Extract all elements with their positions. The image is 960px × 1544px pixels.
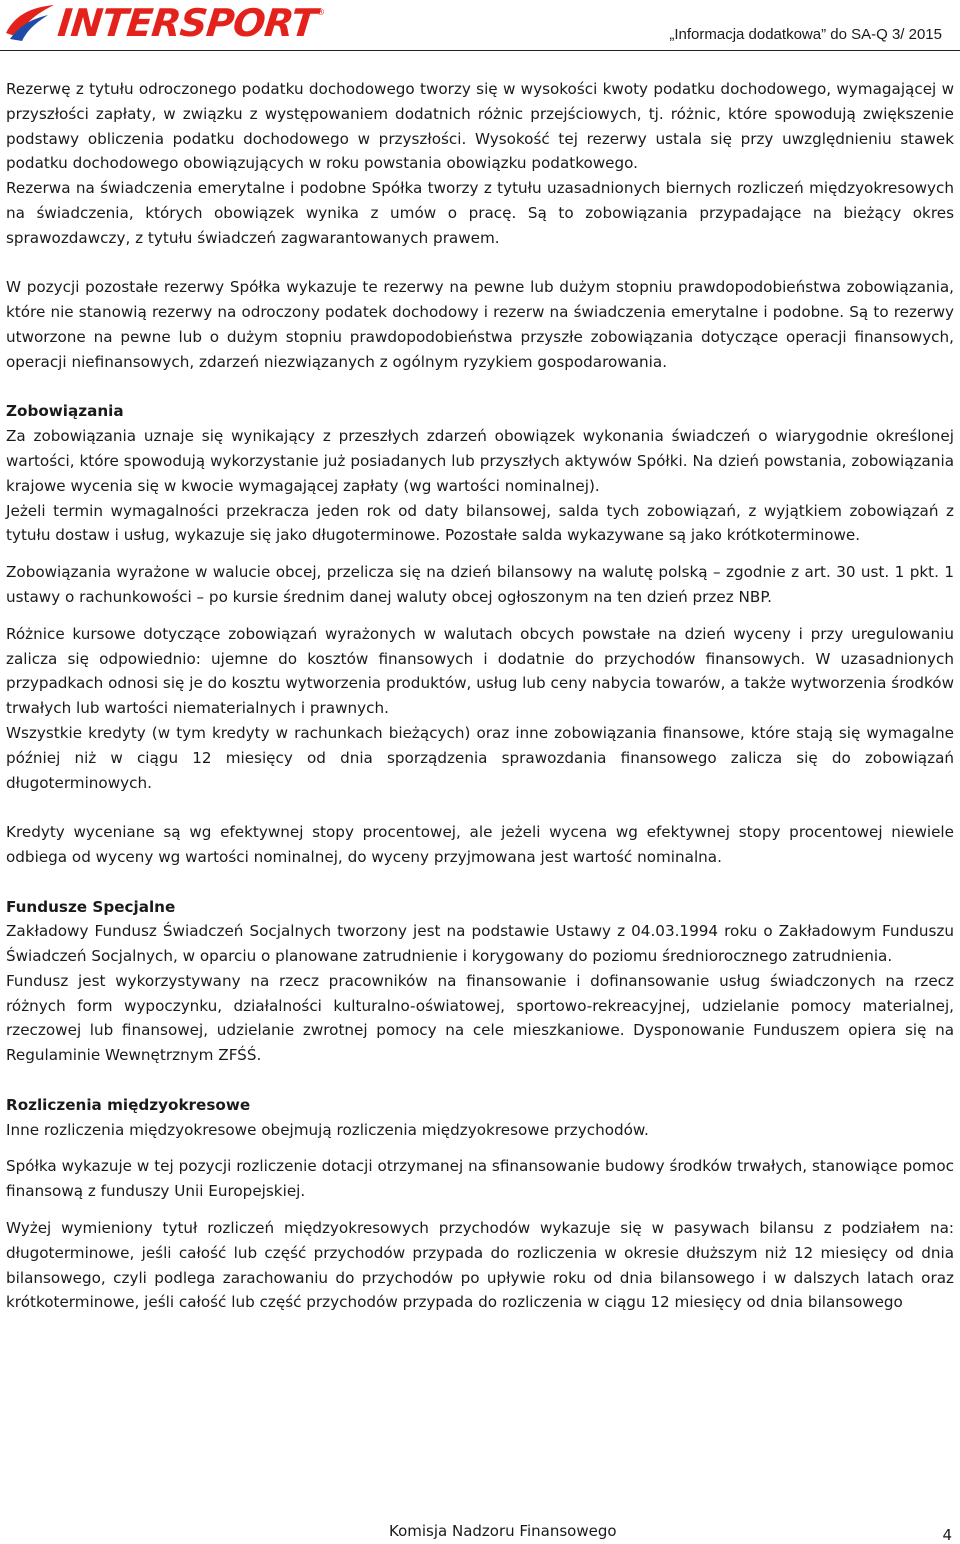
footer-text: Komisja Nadzoru Finansowego (389, 1522, 617, 1540)
logo-wordmark: INTERSPORT (55, 1, 319, 45)
intersport-logo (4, 2, 325, 44)
intersport-swoosh-icon (4, 3, 56, 43)
paragraph: Wyżej wymieniony tytuł rozliczeń międzyokresowych przychodów wykazuje się w pasywach bilansu z podziałem na: długoterminowe, jeśli całość lub część przychodów przypada do rozliczenia w okresie dłuższym niż 12 miesięcy od dnia bilansowego, czyli podlega zarachowaniu do przychodów po upływie roku od dnia bilansowego i w dalszych latach oraz krótkoterminowe, jeśli całość lub część przychodów przypada do rozliczenia w ciągu 12 miesięcy od dnia bilansowego (6, 1219, 954, 1312)
page-header (0, 0, 960, 51)
paragraph: Fundusz jest wykorzystywany na rzecz pracowników na finansowanie i dofinansowanie usług świadczonych na rzecz różnych form wypoczynku, działalności kulturalno-oświatowej, sportowo-rekreacyjnej, udzielanie pomocy materialnej, rzeczowej lub finansowej, udzielanie zwrotnej pomocy na cele mieszkaniowe. Dysponowanie Funduszem opiera się na Regulaminie Wewnętrznym ZFŚŚ. (6, 971, 954, 1065)
paragraph: Różnice kursowe dotyczące zobowiązań wyrażonych w walutach obcych powstałe na dzień wyceny i przy uregulowaniu zalicza się odpowiednio: ujemne do kosztów finansowych i dodatnie do przychodów finansowych. W uzasadnionych przypadkach odnosi się je do kosztu wytworzenia produktów, usług lub ceny nabycia towarów, a także wytworzenia środków trwałych lub wartości niematerialnych i prawnych. (6, 624, 954, 718)
paragraph: Za zobowiązania uznaje się wynikający z przeszłych zdarzeń obowiązek wykonania świadczeń o wiarygodnie określonej wartości, które spowodują wykorzystanie już posiadanych lub przyszłych aktywów Spółki. Na dzień powstania, zobowiązania krajowe wycenia się w kwocie wymagającej zapłaty (wg wartości nominalnej). (6, 427, 954, 495)
registered-mark: ® (316, 8, 326, 18)
paragraph: Rezerwę z tytułu odroczonego podatku dochodowego tworzy się w wysokości kwoty podatku dochodowego, wymagającej w przyszłości zapłaty, w związku z występowaniem dodatnich różnic przejściowych, tj. różnic, które spowodują zwiększenie podstawy obliczenia podatku dochodowego w przyszłości. Wysokość tej rezerwy ustala się przy uwzględnieniu stawek podatku dochodowego obowiązujących w roku powstania obowiązku podatkowego. (6, 80, 954, 173)
paragraph: Jeżeli termin wymagalności przekracza jeden rok od daty bilansowej, salda tych zobowiązań, z wyjątkiem zobowiązań z tytułu dostaw i usług, wykazuje się jako długoterminowe. Pozostałe salda wykazywane są jako krótkoterminowe. (6, 501, 954, 545)
section-heading: Zobowiązania (6, 402, 124, 421)
paragraph: Spółka wykazuje w tej pozycji rozliczenie dotacji otrzymanej na sfinansowanie budowy środków trwałych, stanowiące pomoc finansową z funduszy Unii Europejskiej. (6, 1157, 954, 1201)
section-heading: Fundusze Specjalne (6, 897, 176, 916)
paragraph: Inne rozliczenia międzyokresowe obejmują rozliczenia międzyokresowe przychodów. (6, 1120, 649, 1139)
paragraph: Zobowiązania wyrażone w walucie obcej, przelicza się na dzień bilansowy na walutę polską – zgodnie z art. 30 ust. 1 pkt. 1 ustawy o rachunkowości – po kursie średnim danej waluty obcej ogłoszonym na ten dzień przez NBP. (6, 563, 954, 606)
paragraph: Wszystkie kredyty (w tym kredyty w rachunkach bieżących) oraz inne zobowiązania finansowe, które stają się wymagalne później niż w ciągu 12 miesięcy od dnia sporządzenia sprawozdania finansowego zalicza się do zobowiązań długoterminowych. (6, 723, 954, 792)
paragraph: Rezerwa na świadczenia emerytalne i podobne Spółka tworzy z tytułu uzasadnionych biernych rozliczeń międzyokresowych na świadczenia, których obowiązek wynika z umów o pracę. Są to zobowiązania przypadające na bieżący okres sprawozdawczy, z tytułu świadczeń zagwarantowanych prawem. (6, 179, 954, 247)
document-title: „Informacja dodatkowa” do SA-Q 3/ 2015 (669, 26, 942, 43)
page-number: 4 (942, 1526, 952, 1544)
document-body (6, 77, 954, 1315)
paragraph: Kredyty wyceniane są wg efektywnej stopy procentowej, ale jeżeli wycena wg efektywnej stopy procentowej niewiele odbiega od wyceny wg wartości nominalnej, do wyceny przyjmowana jest wartość nominalna. (6, 823, 954, 866)
section-heading: Rozliczenia międzyokresowe (6, 1095, 251, 1114)
paragraph: W pozycji pozostałe rezerwy Spółka wykazuje te rezerwy na pewne lub dużym stopniu prawdopodobieństwa zobowiązania, które nie stanowią rezerwy na odroczony podatek dochodowy i rezerw na świadczenia emerytalne i podobne. Są to rezerwy utworzone na pewne lub o dużym stopniu prawdopodobieństwa przyszłe zobowiązania dotyczące operacji finansowych, operacji niefinansowych, zdarzeń niezwiązanych z ogólnym ryzykiem gospodarowania. (6, 278, 954, 371)
paragraph: Zakładowy Fundusz Świadczeń Socjalnych tworzony jest na podstawie Ustawy z 04.03.1994 roku o Zakładowym Funduszu Świadczeń Socjalnych, w oparciu o planowane zatrudnienie i korygowany do poziomu średniorocznego zatrudnienia. (6, 922, 954, 966)
